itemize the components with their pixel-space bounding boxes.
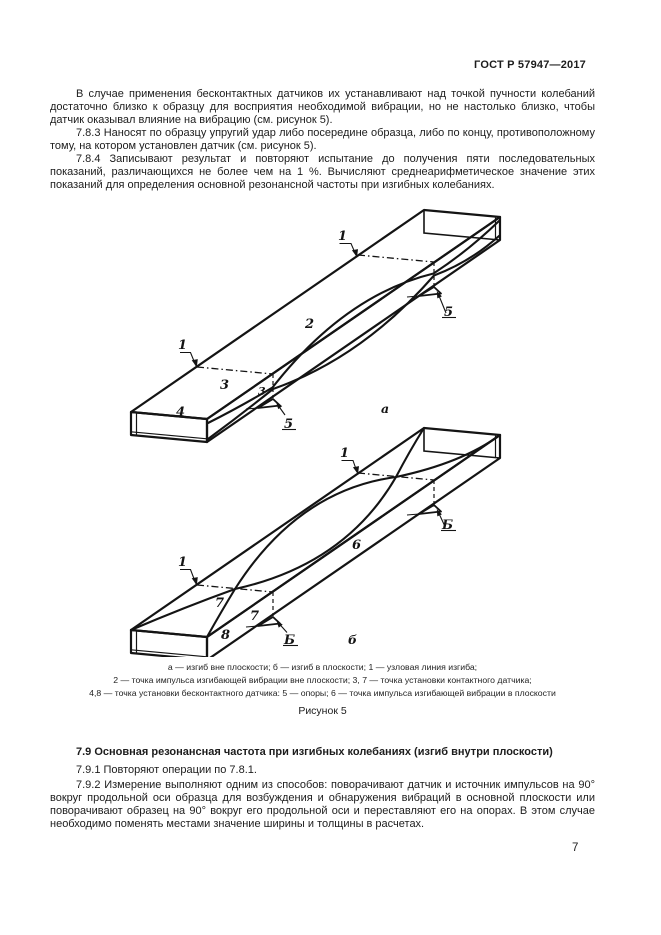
label-a-node-line-right: 1: [338, 229, 348, 244]
figure-5-diagram: [0, 205, 661, 657]
label-b-node-line-left: 1: [178, 555, 188, 570]
figure-caption-line-2: 2 — точка импульса изгибающей вибрации вне плоскости; 3, 7 — точка установки контактного датчика;: [113, 675, 532, 685]
leader-b-node-left: [180, 570, 196, 584]
label-b-impulse-point: 6: [352, 538, 362, 553]
arrowhead: [192, 577, 198, 585]
body-text: [50, 88, 595, 192]
label-a-support-right: 5: [444, 305, 454, 320]
paragraph-7-8-3: 7.8.3 Наносят по образцу упругий удар либо посередине образца, либо по концу, противоположному тому, на котором установлен датчик (см. рисунок 5).: [50, 127, 595, 152]
label-b-support-right: Б: [442, 518, 454, 533]
page-number: 7: [572, 842, 579, 854]
label-a-support-left: 5: [284, 417, 294, 432]
label-b-support-left: Б: [284, 633, 296, 648]
label-b-contact-sensor-top: 7: [215, 596, 225, 611]
figure-caption-line-3: 4,8 — точка установки бесконтактного датчика: 5 — опоры; 6 — точка импульса изгибающей вибрации в плоскости: [89, 688, 556, 698]
paragraph-7-8-4: 7.8.4 Записывают результат и повторяют испытание до получения пяти последовательных показаний, различающихся не более чем на 1 %. Вычисляют среднеарифметическое значение этих показаний для определения основной резонансной частоты при изгибных колебаниях.: [50, 153, 595, 191]
section-7-9: [50, 746, 595, 831]
label-b-noncontact-sensor: 8: [221, 628, 231, 643]
leader-b-node-right: [342, 461, 358, 473]
arrowhead: [353, 466, 359, 474]
label-a-impulse-point: 2: [305, 317, 315, 332]
section-7-9-heading: 7.9 Основная резонансная частота при изгибных колебаниях (изгиб внутри плоскости): [76, 746, 553, 758]
leader-a-node-left: [180, 353, 196, 366]
paragraph-7-9-2: 7.9.2 Измерение выполняют одним из способов: поворачивают датчик и источник импульсов на 90° вокруг продольной оси образца для возбуждения и обнаружения вибраций в основной плоскости или поворачивают образец на 90° вокруг его продольной оси и переставляют его на опорах. В этом случае необходимо поменять местами значение ширины и толщины в расчетах.: [50, 779, 595, 830]
diagram-b: [131, 428, 500, 657]
leader-a-node-right: [340, 244, 357, 256]
label-b-node-line-right: 1: [340, 446, 350, 461]
subfigure-a-label: а: [381, 401, 390, 416]
paragraph-intro: В случае применения бесконтактных датчиков их устанавливают над точкой пучности колебаний достаточно близко к образцу для восприятия необходимой вибрации, но не настолько близко, чтобы датчик оказывал влияние на вибрацию (см. рисунок 5).: [50, 88, 595, 126]
paragraph-7-9-1: 7.9.1 Повторяют операции по 7.8.1.: [76, 764, 257, 776]
nodal-line-a-right: [358, 255, 434, 262]
label-b-contact-sensor-front: 7: [250, 609, 260, 624]
page-title: ГОСТ Р 57947—2017: [474, 59, 586, 71]
figure-title: Рисунок 5: [298, 705, 347, 717]
label-a-node-line-left: 1: [178, 338, 188, 353]
subfigure-b-label: б: [348, 632, 358, 647]
figure-caption-line-1: а — изгиб вне плоскости; б — изгиб в плоскости; 1 — узловая линия изгиба;: [167, 662, 478, 672]
label-a-contact-sensor: 3: [220, 378, 230, 393]
arrowhead: [352, 249, 358, 257]
nodal-line-a-left: [197, 367, 273, 374]
arrowhead: [192, 359, 198, 367]
figure-caption: [50, 661, 595, 700]
diagram-a: [131, 210, 500, 442]
label-a-contact-sensor-edge: 3: [258, 385, 266, 398]
label-a-noncontact-sensor: 4: [176, 405, 186, 420]
